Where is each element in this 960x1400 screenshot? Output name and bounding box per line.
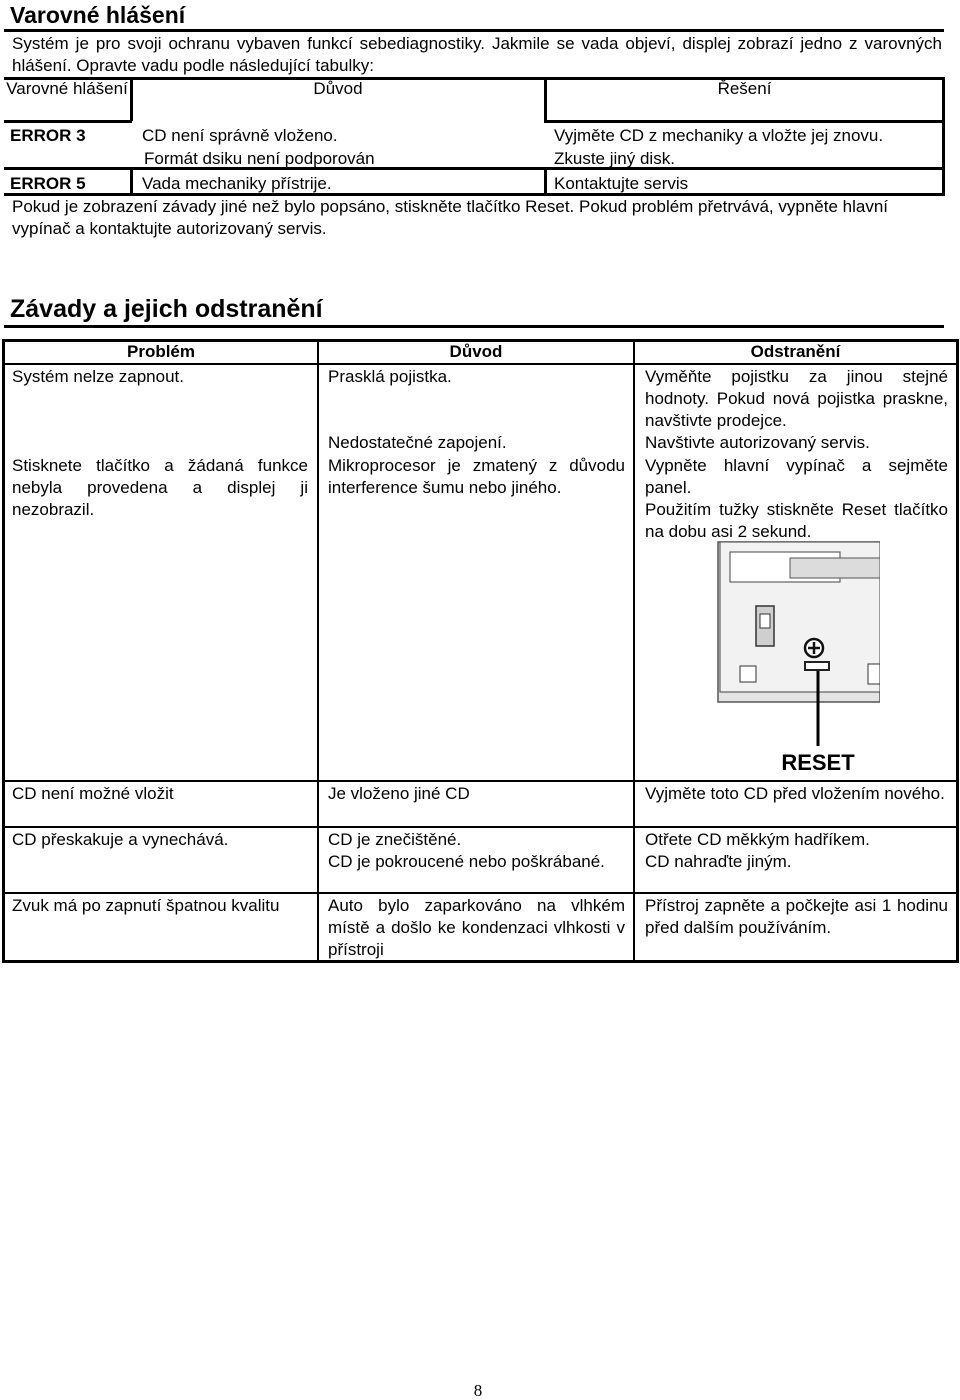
- table-border: [2, 826, 959, 828]
- title-rule: [4, 29, 944, 32]
- fix-text: Přístroj zapněte a počkejte asi 1 hodinu před dalším používáním.: [645, 896, 948, 937]
- fix-text: Vypněte hlavní vypínač a sejměte panel.: [645, 456, 948, 497]
- cause-text: Je vloženo jiné CD: [328, 784, 470, 803]
- warning-table: [4, 77, 945, 196]
- fix-text: Otřete CD měkkým hadříkem.: [645, 830, 870, 849]
- error-solution: Vyjměte CD z mechaniky a vložte jej znovu.: [554, 126, 884, 145]
- cause-text: CD je pokroucené nebo poškrábané.: [328, 852, 605, 871]
- cause-text: CD je znečištěné.: [328, 830, 462, 849]
- error-reason: Formát dsiku není podporován: [144, 149, 375, 168]
- fix-text: CD nahraďte jiným.: [645, 852, 792, 871]
- problem-text: Stisknete tlačítko a žádaná funkce nebyla provedena a displej ji nezobrazil.: [12, 456, 308, 519]
- error-code: ERROR 5: [10, 174, 86, 193]
- cause-text: Auto bylo zaparkováno na vlhkém místě a došlo ke kondenzaci vlhkosti v přístroji: [328, 896, 625, 959]
- table-border: [633, 339, 635, 963]
- error-code: ERROR 3: [10, 126, 86, 145]
- fix-text: Navštivte autorizovaný servis.: [645, 433, 870, 452]
- page-number: 8: [473, 1381, 483, 1400]
- cause-text: Nedostatečné zapojení.: [328, 433, 507, 452]
- table-border: [2, 892, 959, 894]
- fix-text: Použitím tužky stiskněte Reset tlačítko na dobu asi 2 sekund.: [645, 500, 948, 541]
- error-reason: CD není správně vloženo.: [142, 126, 338, 145]
- table-border: [4, 120, 132, 123]
- table-border: [130, 170, 133, 194]
- table-border: [2, 363, 959, 365]
- reset-button-diagram: [700, 540, 880, 790]
- cause-text: Mikroprocesor je zmatený z důvodu interference šumu nebo jiného.: [328, 456, 625, 497]
- title-rule: [4, 325, 944, 328]
- troubleshooting-title: Závady a jejich odstranění: [10, 295, 323, 323]
- header-problem: Problém: [126, 342, 196, 361]
- cause-text: Prasklá pojistka.: [328, 367, 452, 386]
- error-solution: Zkuste jiný disk.: [554, 149, 675, 168]
- header-warning-code: Varovné hlášení: [6, 79, 128, 98]
- header-fix: Odstranění: [750, 342, 841, 361]
- fix-text: Vyjměte toto CD před vložením nového.: [645, 784, 945, 803]
- warning-title: Varovné hlášení: [10, 2, 186, 28]
- header-cause: Důvod: [449, 342, 503, 361]
- problem-text: CD přeskakuje a vynechává.: [12, 830, 229, 849]
- reset-label: RESET: [781, 750, 855, 775]
- header-reason: Důvod: [313, 79, 363, 98]
- problem-text: Zvuk má po zapnutí špatnou kvalitu: [12, 896, 280, 915]
- table-border: [544, 170, 547, 194]
- error-solution: Kontaktujte servis: [554, 174, 689, 193]
- header-solution: Řešení: [717, 79, 772, 98]
- error-reason: Vada mechaniky přístrije.: [142, 174, 332, 193]
- table-border: [942, 77, 945, 196]
- problem-text: CD není možné vložit: [12, 784, 174, 803]
- problem-text: Systém nelze zapnout.: [12, 367, 184, 386]
- reset-note: Pokud je zobrazení závady jiné než bylo popsáno, stiskněte tlačítko Reset. Pokud problém přetrvává, vypněte hlavní vypínač a kontaktujte autorizovaný servis.: [12, 197, 888, 238]
- warning-intro: Systém je pro svoji ochranu vybaven funkcí sebediagnostiky. Jakmile se vada objeví, displej zobrazí jedno z varovných hlášení. Opravte vadu podle následující tabulky:: [12, 34, 942, 75]
- table-border: [544, 120, 945, 123]
- table-border: [317, 339, 319, 963]
- fix-text: Vyměňte pojistku za jinou stejné hodnoty. Pokud nová pojistka praskne, navštivte prodejce.: [645, 367, 948, 430]
